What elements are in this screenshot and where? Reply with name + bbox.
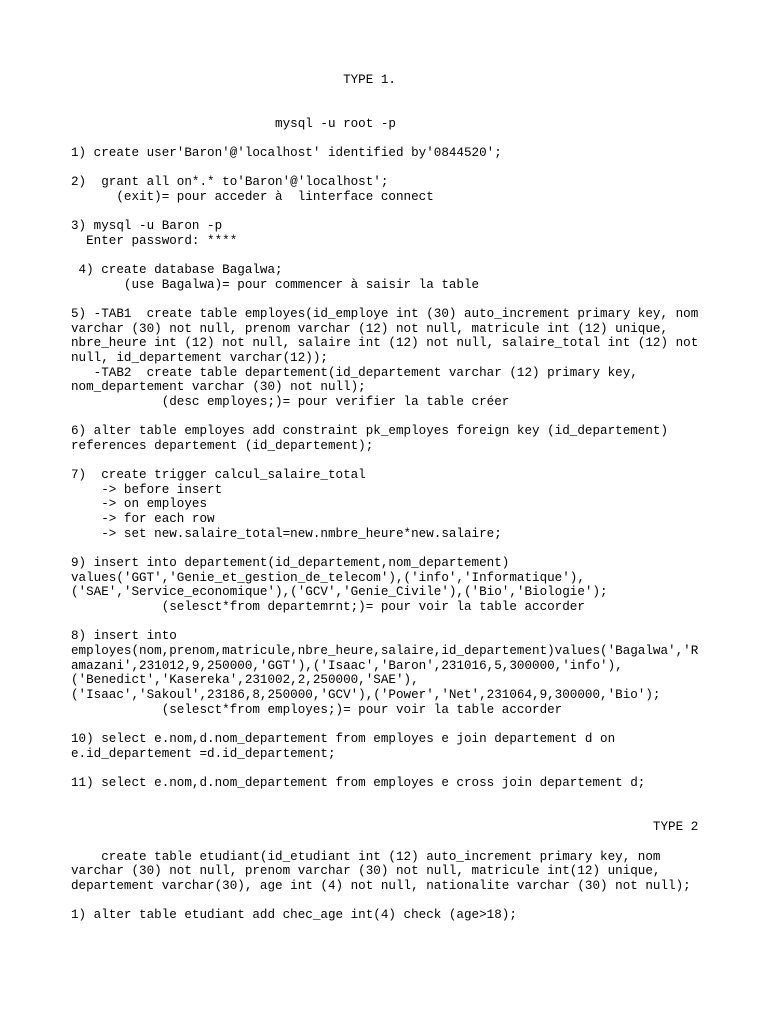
step-2-grant: 2) grant all on*.* to'Baron'@'localhost';: [71, 175, 389, 189]
step-5-line-4: null, id_departement varchar(12));: [71, 351, 328, 365]
step-9-line-1: 9) insert into departement(id_departement,nom_departement): [71, 556, 510, 570]
step-4-create-database: 4) create database Bagalwa;: [71, 263, 283, 277]
step-5-tab2-line-2: nom_departement varchar (30) not null);: [71, 380, 366, 394]
step-5-line-2: varchar (30) not null, prenom varchar (12) not null, matricule int (12) unique,: [71, 322, 669, 336]
step-5-line-1: 5) -TAB1 create table employes(id_employe int (30) auto_increment primary key, nom: [71, 307, 699, 321]
step-4-note: (use Bagalwa)= pour commencer à saisir la table: [71, 278, 480, 292]
step-3-password: Enter password: ****: [71, 234, 238, 248]
step-6-line-2: references departement (id_departement);: [71, 439, 374, 453]
step-11: 11) select e.nom,d.nom_departement from employes e cross join departement d;: [71, 776, 646, 790]
step-6-line-1: 6) alter table employes add constraint pk_employes foreign key (id_departement): [71, 424, 669, 438]
step-8-line-1: 8) insert into: [71, 629, 177, 643]
step-10-line-2: e.id_departement =d.id_departement;: [71, 747, 336, 761]
step-8-line-4: ('Benedict','Kasereka',231002,2,250000,'SAE'),: [71, 673, 419, 687]
heading-type-1: TYPE 1.: [71, 73, 396, 87]
step-9-line-3: ('SAE','Service_economique'),('GCV','Genie_Civile'),('Bio','Biologie');: [71, 585, 608, 599]
step-2-note: (exit)= pour acceder à linterface connect: [71, 190, 434, 204]
step-3-mysql-baron: 3) mysql -u Baron -p: [71, 219, 223, 233]
type-2-step-1-alter: 1) alter table etudiant add chec_age int(4) check (age>18);: [71, 908, 517, 922]
step-8-note: (selesct*from employes;)= pour voir la table accorder: [71, 703, 563, 717]
step-5-note: (desc employes;)= pour verifier la table créer: [71, 395, 510, 409]
step-5-tab2-line-1: -TAB2 create table departement(id_departement varchar (12) primary key,: [71, 366, 638, 380]
step-7-on-employes: -> on employes: [71, 497, 208, 511]
step-7-before-insert: -> before insert: [71, 483, 223, 497]
step-10-line-1: 10) select e.nom,d.nom_departement from employes e join departement d on: [71, 732, 616, 746]
step-9-line-2: values('GGT','Genie_et_gestion_de_telecom'),('info','Informatique'),: [71, 571, 585, 585]
type-2-create-table-line-3: departement varchar(30), age int (4) not null, nationalite varchar (30) not null);: [71, 879, 691, 893]
step-7-set: -> set new.salaire_total=new.nmbre_heure*new.salaire;: [71, 527, 502, 541]
step-7-for-each-row: -> for each row: [71, 512, 215, 526]
command-mysql-root: mysql -u root -p: [71, 117, 396, 131]
step-8-line-5: ('Isaac','Sakoul',23186,8,250000,'GCV'),('Power','Net',231064,9,300000,'Bio');: [71, 688, 661, 702]
step-1-create-user: 1) create user'Baron'@'localhost' identified by'0844520';: [71, 146, 502, 160]
step-8-line-2: employes(nom,prenom,matricule,nbre_heure,salaire,id_departement)values('Bagalwa','R: [71, 644, 699, 658]
step-8-line-3: amazani',231012,9,250000,'GGT'),('Isaac','Baron',231016,5,300000,'info'),: [71, 659, 623, 673]
type-2-create-table-line-2: varchar (30) not null, prenom varchar (30) not null, matricule int(12) unique,: [71, 864, 661, 878]
step-5-line-3: nbre_heure int (12) not null, salaire int (12) not null, salaire_total int (12) not: [71, 336, 699, 350]
step-7-trigger: 7) create trigger calcul_salaire_total: [71, 468, 366, 482]
step-9-note: (selesct*from departemrnt;)= pour voir la table accorder: [71, 600, 585, 614]
heading-type-2: TYPE 2: [71, 820, 699, 834]
type-2-create-table-line-1: create table etudiant(id_etudiant int (12) auto_increment primary key, nom: [71, 850, 661, 864]
